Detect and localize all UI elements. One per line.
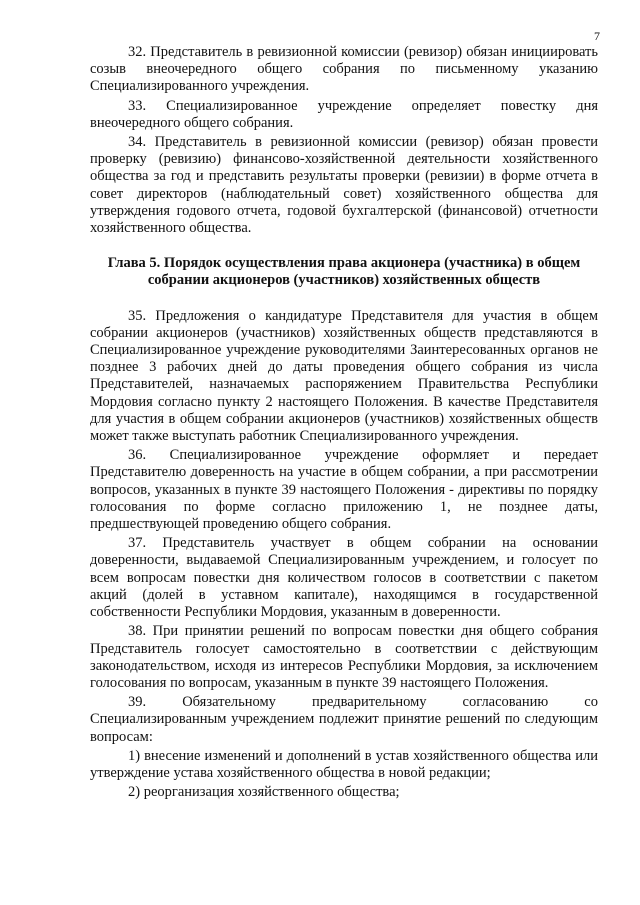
paragraph-32: 32. Представитель в ревизионной комиссии (ревизор) обязан инициировать созыв внеочередного общего собрания по письменному указанию Специализированного учреждения. [90, 44, 598, 95]
paragraph-37: 37. Представитель участвует в общем собрании на основании доверенности, выдаваемой Специализированным учреждением, и голосует по всем вопросам повестки дня количеством голосов в соответствии с пакетом акций (долей в уставном капитале), находящимся в государственной собственности Республики Мордовия, указанным в доверенности. [90, 535, 598, 621]
paragraph-34: 34. Представитель в ревизионной комиссии (ревизор) обязан провести проверку (ревизию) финансово-хозяйственной деятельности хозяйственного общества за год и представить результаты проверки (ревизии) в форме отчета в совет директоров (наблюдательный совет) хозяйственного общества для утверждения годового отчета, годовой бухгалтерской (финансовой) отчетности хозяйственного общества. [90, 134, 598, 237]
paragraph-39: 39. Обязательному предварительному согласованию со Специализированным учреждением подлежит принятие решений по следующим вопросам: [90, 694, 598, 745]
paragraph-33: 33. Специализированное учреждение определяет повестку дня внеочередного общего собрания. [90, 97, 598, 131]
document-body [90, 44, 598, 803]
paragraph-38: 38. При принятии решений по вопросам повестки дня общего собрания Представитель голосует самостоятельно в соответствии с действующим законодательством, исходя из интересов Республики Мордовия, за исключением голосования по вопросам, указанным в пункте 39 настоящего Положения. [90, 623, 598, 691]
page-number: 7 [594, 29, 600, 43]
list-item-2: 2) реорганизация хозяйственного общества; [128, 784, 400, 801]
paragraph-36: 36. Специализированное учреждение оформляет и передает Представителю доверенность на участие в общем собрании, а при рассмотрении вопросов, указанных в пункте 39 настоящего Положения - директивы по порядку голосования по форме согласно приложению 1, не позднее даты, предшествующей проведению общего собрания. [90, 447, 598, 533]
list-item-1: 1) внесение изменений и дополнений в устав хозяйственного общества или утверждение устава хозяйственного общества в новой редакции; [90, 747, 598, 781]
chapter-heading: Глава 5. Порядок осуществления права акционера (участника) в общем собрании акционеров (участников) хозяйственных обществ [107, 255, 581, 289]
paragraph-35: 35. Предложения о кандидатуре Представителя для участия в общем собрании акционеров (участников) хозяйственных обществ представляются в Специализированное учреждение руководителями Заинтересованных органов не позднее 3 рабочих дней до даты проведения общего собрания из числа Представителей, назначаемых распоряжением Правительства Республики Мордовия согласно пункту 2 настоящего Положения. В качестве Представителя для участия в общем собрании акционеров (участников) хозяйственных обществ может также выступать работник Специализированного учреждения. [90, 307, 598, 445]
